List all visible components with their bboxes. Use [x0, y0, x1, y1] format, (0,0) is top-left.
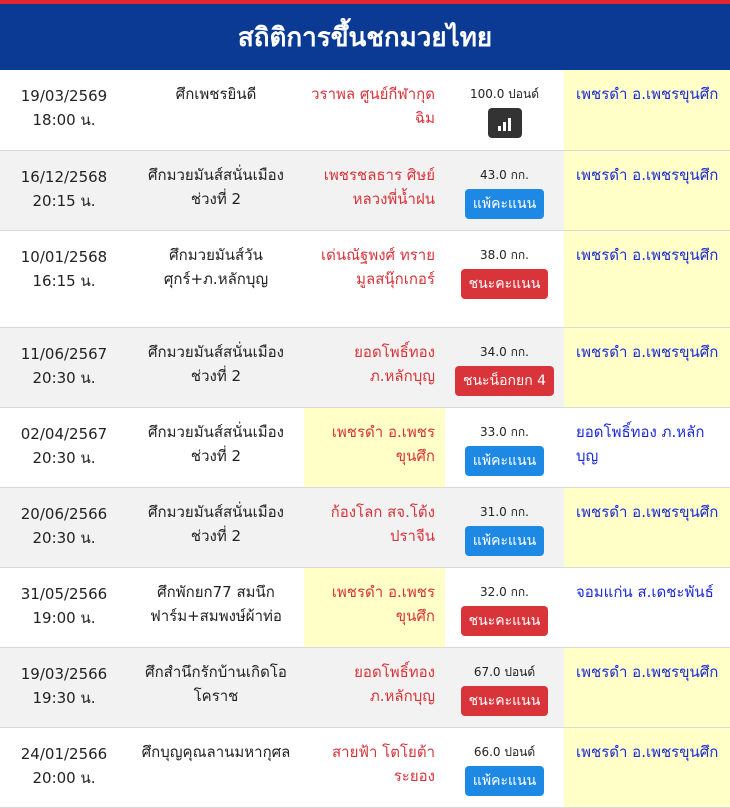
- weight-result-cell: [445, 568, 564, 647]
- weight-result-cell: [445, 151, 564, 230]
- blue-corner-fighter[interactable]: เพชรดำ อ.เพชรขุนศึก: [564, 728, 730, 807]
- fight-date: 19/03/2569: [20, 87, 108, 105]
- table-row: [0, 728, 730, 808]
- fight-time: 20:00 น.: [32, 769, 96, 787]
- red-corner-fighter[interactable]: ยอดโพธิ์ทอง ภ.หลักบุญ: [354, 343, 435, 385]
- table-row: [0, 568, 730, 648]
- page-header: [0, 4, 730, 70]
- fight-date: 11/06/2567: [20, 345, 108, 363]
- red-corner-fighter[interactable]: วราพล ศูนย์กีฬากุดฉิม: [311, 85, 435, 127]
- fight-time: 20:30 น.: [32, 449, 96, 467]
- blue-corner-fighter[interactable]: เพชรดำ อ.เพชรขุนศึก: [564, 231, 730, 327]
- result-badge[interactable]: ชนะคะแนน: [461, 269, 549, 299]
- weight-result-cell: [445, 488, 564, 567]
- red-corner-fighter[interactable]: เด่นณัฐพงศ์ ทรายมูลสนุ๊กเกอร์: [321, 246, 435, 288]
- weight-class: 34.0 กก.: [480, 345, 529, 359]
- blue-corner-fighter[interactable]: เพชรดำ อ.เพชรขุนศึก: [564, 648, 730, 727]
- event-name[interactable]: ศึกมวยมันส์สนั่นเมือง ช่วงที่ 2: [147, 503, 284, 545]
- fight-date-cell: [0, 151, 128, 230]
- fight-date-cell: [0, 328, 128, 407]
- weight-result-cell: [445, 328, 564, 407]
- fight-date-cell: [0, 728, 128, 807]
- fight-date-cell: [0, 568, 128, 647]
- table-row: [0, 70, 730, 151]
- fight-time: 19:30 น.: [32, 689, 96, 707]
- weight-result-cell: [445, 408, 564, 487]
- table-row: [0, 231, 730, 328]
- red-corner-fighter[interactable]: ก้องโลก สจ.โต้งปราจีน: [330, 503, 435, 545]
- event-name[interactable]: ศึกพักยก77 สมนึกฟาร์ม+สมพงษ์ผ้าท่อ: [150, 583, 282, 625]
- result-badge[interactable]: แพ้คะแนน: [465, 766, 544, 796]
- weight-class: 38.0 กก.: [480, 248, 529, 262]
- event-name[interactable]: ศึกเพชรยินดี: [175, 85, 257, 103]
- weight-class: 33.0 กก.: [480, 425, 529, 439]
- stats-chart-icon[interactable]: [488, 108, 522, 138]
- fight-date: 16/12/2568: [20, 168, 108, 186]
- fight-date-cell: [0, 408, 128, 487]
- fight-time: 18:00 น.: [32, 111, 96, 129]
- red-corner-fighter[interactable]: เพชรดำ อ.เพชรขุนศึก: [304, 408, 445, 487]
- event-name[interactable]: ศึกบุญคุณลานมหากุศล: [141, 743, 291, 761]
- page-title: สถิติการขึ้นชกมวยไทย: [237, 22, 493, 53]
- weight-class: 32.0 กก.: [480, 585, 529, 599]
- weight-result-cell: [445, 70, 564, 150]
- fight-time: 16:15 น.: [32, 272, 96, 290]
- fight-time: 19:00 น.: [32, 609, 96, 627]
- table-row: [0, 408, 730, 488]
- fight-date: 19/03/2566: [20, 665, 108, 683]
- weight-class: 67.0 ปอนด์: [473, 665, 536, 679]
- weight-result-cell: [445, 231, 564, 327]
- result-badge[interactable]: ชนะคะแนน: [461, 606, 549, 636]
- fight-date-cell: [0, 70, 128, 150]
- table-row: [0, 328, 730, 408]
- fight-time: 20:15 น.: [32, 192, 96, 210]
- result-badge[interactable]: แพ้คะแนน: [465, 189, 544, 219]
- red-corner-fighter[interactable]: เพชรดำ อ.เพชรขุนศึก: [304, 568, 445, 647]
- fight-date: 10/01/2568: [20, 248, 108, 266]
- event-name[interactable]: ศึกมวยมันส์สนั่นเมือง ช่วงที่ 2: [147, 166, 284, 208]
- fight-record-table: [0, 70, 730, 808]
- event-name[interactable]: ศึกมวยมันส์สนั่นเมือง ช่วงที่ 2: [147, 343, 284, 385]
- blue-corner-fighter[interactable]: เพชรดำ อ.เพชรขุนศึก: [564, 70, 730, 150]
- red-corner-fighter[interactable]: เพชรชลธาร ศิษย์หลวงพี่น้ำฝน: [323, 166, 435, 208]
- fight-time: 20:30 น.: [32, 369, 96, 387]
- weight-result-cell: [445, 648, 564, 727]
- result-badge[interactable]: แพ้คะแนน: [465, 446, 544, 476]
- red-corner-fighter[interactable]: สายฟ้า โตโยต้าระยอง: [332, 743, 435, 785]
- table-row: [0, 151, 730, 231]
- event-name[interactable]: ศึกมวยมันส์วันศุกร์+ภ.หลักบุญ: [163, 246, 269, 288]
- result-badge[interactable]: ชนะน็อกยก 4: [455, 366, 554, 396]
- weight-class: 43.0 กก.: [480, 168, 529, 182]
- weight-class: 100.0 ปอนด์: [470, 87, 539, 101]
- fight-time: 20:30 น.: [32, 529, 96, 547]
- blue-corner-fighter[interactable]: เพชรดำ อ.เพชรขุนศึก: [564, 488, 730, 567]
- fight-date-cell: [0, 231, 128, 327]
- fight-date: 31/05/2566: [20, 585, 108, 603]
- blue-corner-fighter[interactable]: เพชรดำ อ.เพชรขุนศึก: [564, 328, 730, 407]
- table-row: [0, 648, 730, 728]
- red-corner-fighter[interactable]: ยอดโพธิ์ทอง ภ.หลักบุญ: [354, 663, 435, 705]
- fight-date: 24/01/2566: [20, 745, 108, 763]
- fight-date: 20/06/2566: [20, 505, 108, 523]
- blue-corner-fighter[interactable]: จอมแก่น ส.เดชะพันธ์: [576, 583, 714, 601]
- event-name[interactable]: ศึกมวยมันส์สนั่นเมือง ช่วงที่ 2: [147, 423, 284, 465]
- table-row: [0, 488, 730, 568]
- result-badge[interactable]: แพ้คะแนน: [465, 526, 544, 556]
- result-badge[interactable]: ชนะคะแนน: [461, 686, 549, 716]
- fight-date-cell: [0, 488, 128, 567]
- blue-corner-fighter[interactable]: เพชรดำ อ.เพชรขุนศึก: [564, 151, 730, 230]
- weight-class: 31.0 กก.: [480, 505, 529, 519]
- weight-class: 66.0 ปอนด์: [473, 745, 536, 759]
- event-name[interactable]: ศึกสำนึกรักบ้านเกิดโอโคราช: [145, 663, 287, 705]
- fight-date-cell: [0, 648, 128, 727]
- fight-date: 02/04/2567: [20, 425, 108, 443]
- blue-corner-fighter[interactable]: ยอดโพธิ์ทอง ภ.หลักบุญ: [576, 423, 705, 465]
- weight-result-cell: [445, 728, 564, 807]
